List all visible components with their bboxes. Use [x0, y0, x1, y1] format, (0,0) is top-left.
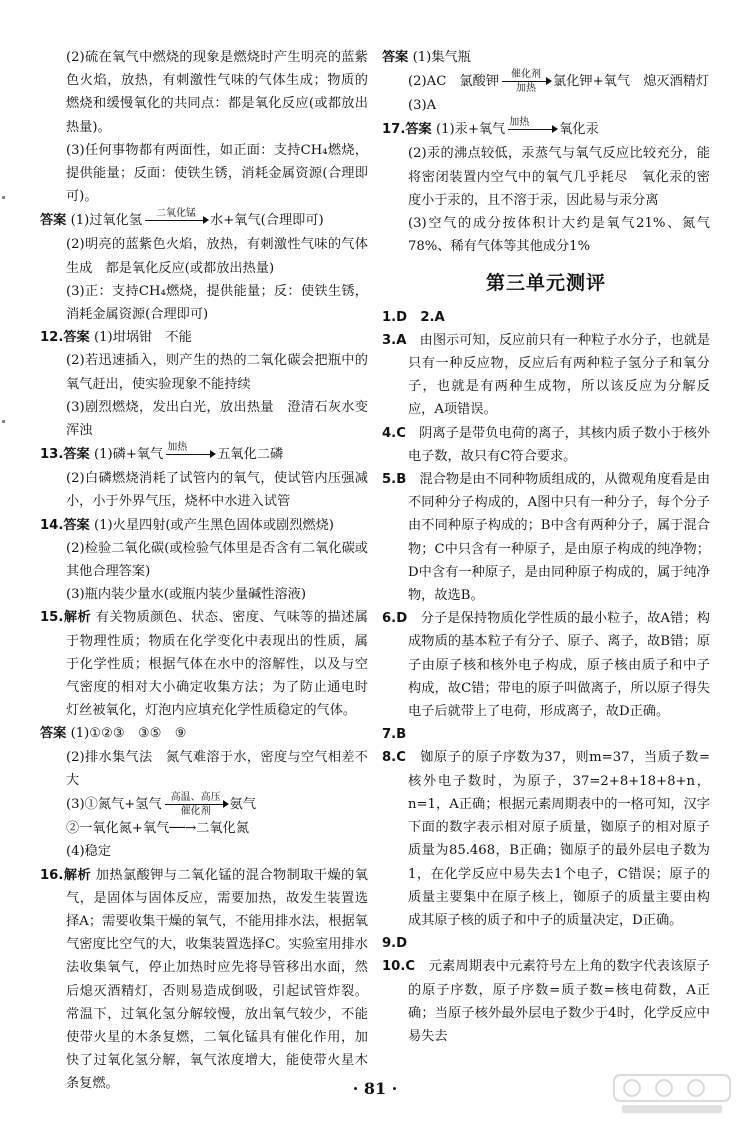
question-13: 13.答案 (1)磷+氧气 加热 五氧化二磷: [40, 442, 368, 467]
answer-16: 答案 (1)集气瓶: [382, 50, 471, 65]
section-title: 第三单元测评: [485, 272, 606, 295]
reaction-arrow: 二氧化锰: [145, 208, 207, 233]
answer-12-3: (3)剧烈燃烧，发出白光，放出热量 澄清石灰水变浑浊: [66, 399, 368, 439]
answer-17-2: (2)汞的沸点较低，汞蒸气与氧气反应比较充分，能将密闭装置内空气中的氧气几乎耗尽 氧化汞的密度小于汞的，且不溶于汞，因此易与汞分离: [408, 146, 710, 208]
para-oxygen-two-sides: (3)任何事物都有两面性，如正面：支持CH₄燃烧，提供能量；反面：使铁生锈，消耗金属资源(合理即可)。: [66, 142, 368, 205]
answer-label: 答案: [405, 122, 432, 138]
question-15: 15.解析 有关物质颜色、状态、密度、气味等的描述属于物理性质；物质在化学变化中表现出的性质，属于化学性质；根据气体在水中的溶解性，以及与空气密度的相对大小确定收集方法；为了防止通电时灯丝被氧化，灯泡内应填充化学性质稳定的气体。: [40, 610, 368, 719]
answer-11-2: (2)明亮的蓝紫色火焰，放热，有刺激性气味的气体生成 都是氧化反应(或都放出热量): [66, 237, 368, 276]
answer-11-3: (3)正：支持CH₄燃烧，提供能量；反：使铁生锈，消耗金属资源(合理即可): [66, 283, 368, 323]
analysis-label: 解析: [63, 610, 92, 626]
answer-15-3b: ②一氧化氮+氧气──→二氧化氮: [66, 821, 250, 837]
answer-16-3: (3)A: [408, 98, 437, 114]
answer-9: 9.D: [382, 936, 408, 952]
reaction-arrow: 催化剂 加热: [502, 69, 550, 94]
reaction-arrow: 高温、高压 催化剂: [165, 792, 227, 817]
question-8: 8.C 铷原子的原子序数为37，则m=37，当质子数=核外电子数时，为原子，37=2+8+18+8+n，n=1，A正确；根据元素周期表中的一格可知，汉字下面的数字表示相对原子质量，铷原子的相对原子质量为85.468，B正确；铷原子的最外层电子数为1，在化学反应中易失去1个电子，C错误；原子的质量主要集中在原子核上，铷原子的质量主要由构成其原子核的质子和中子的质量决定，D正确。: [382, 750, 711, 928]
answer-12-2: (2)若迅速插入，则产生的热的二氧化碳会把瓶中的氧气赶出，使实验现象不能持续: [66, 353, 368, 392]
answer-14-2: (2)检验二氧化碳(或检验气体里是否含有二氧化碳或其他合理答案): [66, 540, 368, 580]
answer-label: 答案: [63, 447, 90, 463]
answer-15-1: 答案 (1)①②③ ③⑤ ⑨: [40, 726, 187, 742]
question-5: 5.B 混合物是由不同种物质组成的，从微观角度看是由不同种分子构成的，A图中只有一种分子，每个分子由不同种原子构成的；B中含有两种分子，属于混合物；C中只含有一种原子，是由原子构成的纯净物；D中含有一种原子，是由同种原子构成的，属于纯净物，故选B。: [382, 472, 711, 604]
reaction-arrow: 加热: [166, 442, 214, 467]
question-16: 16.解析 加热氯酸钾与二氧化锰的混合物制取干燥的氧气，是固体与固体反应，需要加热，故发生装置选择A；需要收集干燥的氧气，不能用排水法，根据氧气密度比空气的大，收集装置选择C。实验室用排水法收集氧气，停止加热时应先将导管移出水面，然后熄灭酒精灯，否则易造成倒吸，引起试管炸裂。常温下，过氧化氢分解较慢，放出氧气较少，不能使带火星的木条复燃，二氧化锰具有催化作用，加快了过氧化氢分解，氧气浓度增大，能使带火星木条复燃。: [40, 867, 368, 1092]
answer-17-3: (3)空气的成分按体积计大约是氧气21%、氮气78%、稀有气体等其他成分1%: [408, 216, 710, 255]
right-column: [382, 46, 710, 1048]
scan-mark: [2, 196, 5, 199]
left-column: [40, 46, 368, 1096]
question-4: 4.C 阴离子是带负电荷的离子，其核内质子数小于核外电子数，故只有C符合要求。: [382, 425, 711, 464]
page-number: · 81 ·: [352, 1079, 398, 1098]
para-sulfur-combustion: (2)硫在氧气中燃烧的现象是燃烧时产生明亮的蓝紫色火焰，放热，有刺激性气味的气体生成；物质的燃烧和缓慢氧化的共同点：都是氧化反应(或都放出热量)。: [66, 50, 368, 135]
question-12: 12.答案 (1)坩埚钳 不能: [40, 330, 192, 346]
question-14: 14.答案 (1)火星四射(或产生黑色固体或剧烈燃烧): [40, 517, 334, 533]
answer-16-2: (2)AC 氯酸钾 催化剂 加热 氯化钾+氧气 熄灭酒精灯: [408, 69, 710, 95]
answer-label: 答案: [40, 726, 67, 742]
answer-15-3: (3)①氮气+氢气 高温、高压 催化剂 氨气: [66, 792, 257, 818]
answer-15-4: (4)稳定: [66, 844, 112, 860]
answer-block-11: 答案 (1)过氧化氢 二氧化锰 水+氧气(合理即可): [40, 208, 368, 233]
answer-label: 答案: [382, 50, 409, 65]
answers-1-2: 1.D 2.A: [382, 309, 445, 325]
watermark-logo: [612, 1073, 732, 1117]
answer-15-2: (2)排水集气法 氮气难溶于水，密度与空气相差不大: [66, 749, 368, 788]
answer-7: 7.B: [382, 727, 407, 743]
answer-label: 答案: [63, 517, 90, 533]
question-17: 17.答案 (1)汞+氧气 加热 氧化汞: [382, 117, 710, 142]
reaction-arrow: 加热: [508, 117, 556, 142]
question-10: 10.C 元素周期表中元素符号左上角的数字代表该原子的原子序数，原子序数=质子数=核电荷数，A正确；当原子核外最外层电子数少于4时，化学反应中易失去: [382, 959, 710, 1044]
analysis-label: 解析: [63, 867, 92, 883]
scan-mark: [2, 420, 5, 423]
answer-14-3: (3)瓶内装少量水(或瓶内装少量碱性溶液): [66, 587, 306, 603]
answer-13-2: (2)白磷燃烧消耗了试管内的氧气，使试管内压强减小，小于外界气压，烧杯中水进入试管: [66, 471, 368, 510]
answer-label: 答案: [63, 330, 90, 346]
question-6: 6.D 分子是保持物质化学性质的最小粒子，故A错；构成物质的基本粒子有分子、原子、离子，故B错；原子由原子核和核外电子构成，原子核由质子和中子构成，故C错；带电的原子叫做离子，所以原子得失电子后就带上了电荷，形成离子，故D正确。: [382, 611, 710, 720]
answer-label: 答案: [40, 213, 67, 229]
question-3: 3.A 由图示可知，反应前只有一种粒子水分子，也就是只有一种反应物，反应后有两种粒子氢分子和氧分子，也就是有两种生成物，所以该反应为分解反应，A项错误。: [382, 332, 711, 418]
